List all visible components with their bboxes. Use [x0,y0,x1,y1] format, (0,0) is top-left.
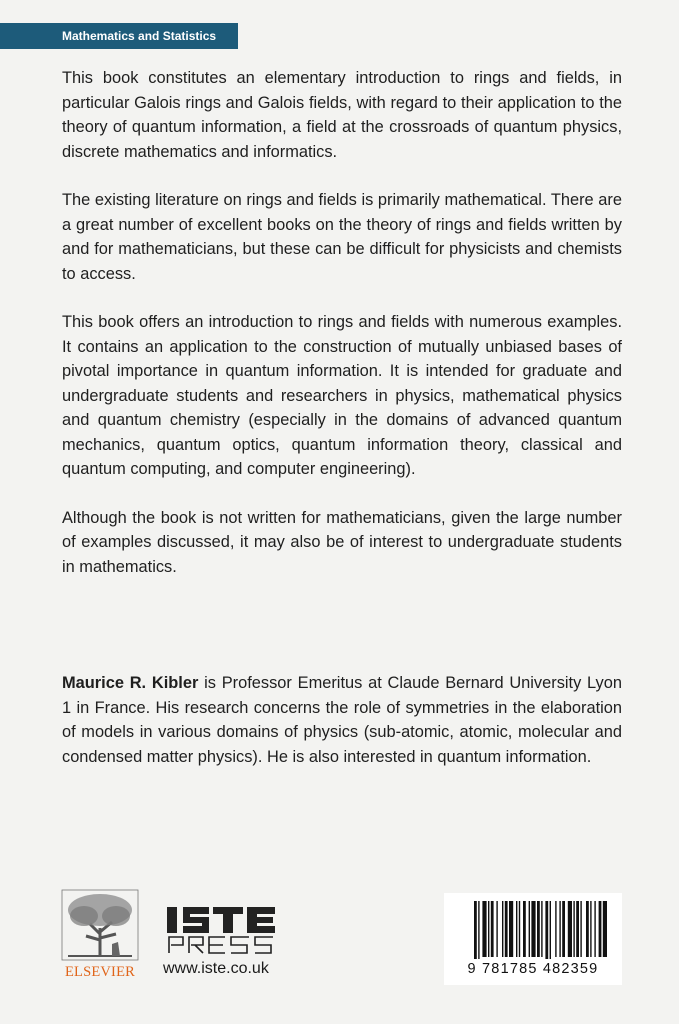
barcode-bar [568,901,572,957]
barcode-bar [555,901,556,957]
barcode-bar [586,901,589,957]
barcode-bar [478,901,479,959]
isbn-barcode [444,893,622,985]
isbn-number: 9 781785 482359 [467,961,599,977]
author-bio-text: is Professor Emeritus at Claude Bernard University Lyon 1 in France. His research concerns the role of symmetries in the elaboration of models in various domains of physics (sub-atomic, atomic, molecular and condensed matter physics). He is also interested in quantum information. [62,674,622,766]
barcode-bar [496,901,497,957]
barcode-icon [444,893,622,959]
description-paragraph-2: The existing literature on rings and fields is primarily mathematical. There are a great number of excellent books on the theory of rings and fields written by and for mathematicians, but these can be difficult for physicists and chemists to access. [62,191,622,283]
barcode-bar [550,901,551,959]
barcode-bar [482,901,486,957]
barcode-bar [545,901,548,959]
barcode-bar [590,901,591,957]
barcode-bar [488,901,489,957]
elsevier-wordmark: ELSEVIER [64,964,136,980]
barcode-bar [537,901,540,957]
barcode-bar [603,901,607,957]
description-paragraph-4: Although the book is not written for mathematicians, given the large number of examples discussed, it may also be of interest to undergraduate students in mathematics. [62,508,622,576]
barcode-bar [502,901,503,957]
iste-website-link[interactable]: www.iste.co.uk [163,960,269,977]
barcode-bar [519,901,520,957]
iste-press-logo [165,905,295,965]
barcode-bar [516,901,517,957]
barcode-bar [562,901,565,957]
barcode-bar [576,901,579,957]
barcode-bar [509,901,513,957]
book-description [62,66,622,603]
barcode-bar [531,901,535,957]
description-paragraph-1: This book constitutes an elementary introduction to rings and fields, in particular Galois rings and Galois fields, with regard to their application to the theory of quantum information, a field at the crossroads of quantum physics, discrete mathematics and informatics. [62,69,622,161]
elsevier-logo [60,888,140,983]
iste-press-logo-icon [165,905,295,957]
author-name: Maurice R. Kibler [62,674,199,692]
barcode-bar [541,901,542,957]
description-paragraph-3: This book offers an introduction to rings and fields with numerous examples. It contains an application to the construction of mutually unbiased bases of pivotal importance in quantum information. It is intended for graduate and undergraduate students and researchers in physics, mathematical physics and quantum chemistry (especially in the domains of advanced quantum mechanics, quantum optics, quantum information theory, classical and quantum computing, and computer engineering). [62,313,622,478]
barcode-bar [505,901,508,957]
barcode-bar [573,901,574,957]
barcode-bar [559,901,560,957]
barcode-bar [474,901,477,959]
barcode-bar [523,901,526,957]
category-label: Mathematics and Statistics [0,23,238,49]
barcode-bar [491,901,494,957]
barcode-bar [594,901,595,957]
barcode-bar [580,901,581,957]
barcode-bar [529,901,530,957]
elsevier-tree-icon [60,888,140,962]
barcode-bar [599,901,602,957]
author-bio [62,671,622,769]
